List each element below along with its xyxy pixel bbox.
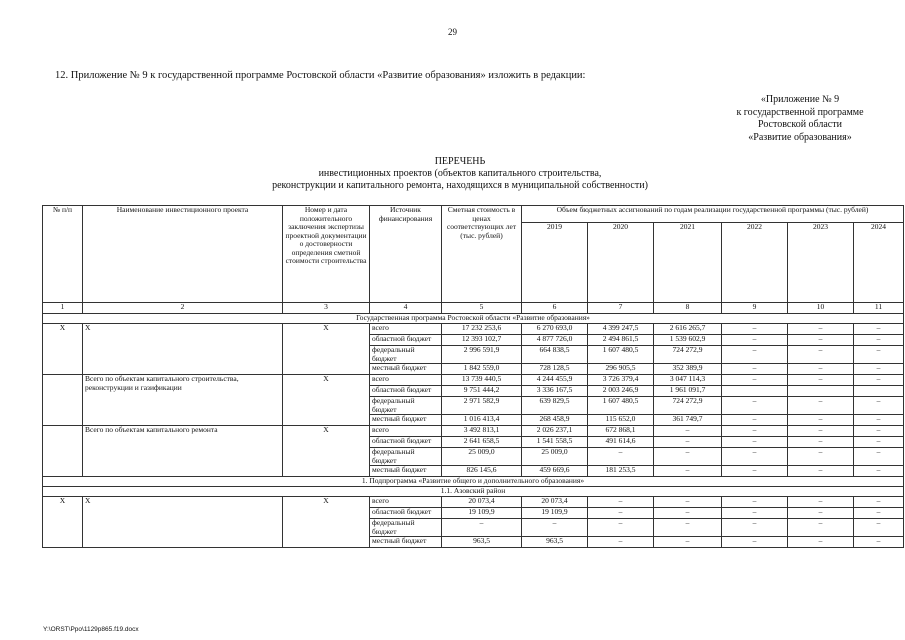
year-value-cell: – [654, 448, 722, 466]
column-numbers-row [43, 303, 904, 314]
year-value-cell: – [788, 537, 854, 548]
cost-cell: 1 842 559,0 [442, 364, 522, 375]
year-value-cell: – [722, 537, 788, 548]
document-heading [180, 156, 740, 192]
year-value-cell [788, 386, 854, 397]
year-value-cell: – [588, 497, 654, 508]
year-value-cell: – [722, 324, 788, 335]
year-value-cell: 2 003 246,9 [588, 386, 654, 397]
year-value-cell: 728 128,5 [522, 364, 588, 375]
year-value-cell: – [722, 364, 788, 375]
header-year: 2019 [522, 223, 588, 303]
year-value-cell: – [588, 519, 654, 537]
funding-source: всего [370, 426, 442, 437]
row-name: Х [83, 497, 283, 548]
year-value-cell: 1 607 480,5 [588, 397, 654, 415]
year-value-cell: – [854, 375, 904, 386]
funding-source: федеральный бюджет [370, 397, 442, 415]
year-value-cell: – [788, 437, 854, 448]
year-value-cell: 2 494 861,5 [588, 335, 654, 346]
appendix-line: к государственной программе [736, 106, 864, 118]
header-volume: Объем бюджетных ассигнований по годам реализации государственной программы (тыс. рублей) [522, 206, 904, 223]
year-value-cell: 115 652,0 [588, 415, 654, 426]
year-value-cell: – [722, 497, 788, 508]
funding-source: областной бюджет [370, 437, 442, 448]
year-value-cell: – [788, 375, 854, 386]
year-value-cell: – [654, 437, 722, 448]
year-value-cell: – [854, 397, 904, 415]
year-value-cell: 25 009,0 [522, 448, 588, 466]
row-expertise: Х [283, 375, 370, 426]
cost-cell: – [442, 519, 522, 537]
program-title-row: Государственная программа Ростовской области «Развитие образования» [43, 314, 904, 324]
year-value-cell: – [854, 335, 904, 346]
cost-cell: 17 232 253,6 [442, 324, 522, 335]
row-name: Всего по объектам капитального строительства, реконструкции и газификации [83, 375, 283, 426]
year-value-cell: 3 047 114,3 [654, 375, 722, 386]
header-cost: Сметная стоимость в ценах соответствующих лет (тыс. рублей) [442, 206, 522, 303]
col-number: 5 [442, 303, 522, 314]
cost-cell: 12 393 102,7 [442, 335, 522, 346]
cost-cell: 19 109,9 [442, 508, 522, 519]
table-row [43, 426, 904, 437]
cost-cell: 2 971 582,9 [442, 397, 522, 415]
year-value-cell: 639 829,5 [522, 397, 588, 415]
row-name: Х [83, 324, 283, 375]
investment-projects-table [42, 205, 904, 548]
col-number: 2 [83, 303, 283, 314]
funding-source: местный бюджет [370, 364, 442, 375]
year-value-cell: – [788, 497, 854, 508]
year-value-cell: – [854, 508, 904, 519]
year-value-cell: – [654, 537, 722, 548]
year-value-cell: – [722, 346, 788, 364]
intro-paragraph: 12. Приложение № 9 к государственной программе Ростовской области «Развитие образования» изложить в редакции: [55, 70, 586, 81]
funding-source: местный бюджет [370, 537, 442, 548]
year-value-cell: – [788, 335, 854, 346]
year-value-cell: – [722, 397, 788, 415]
subprogram-title-row [43, 477, 904, 487]
file-path-footer: Y:\ORST\Ppo\1129p865.f19.docx [43, 626, 139, 633]
year-value-cell: 459 669,6 [522, 466, 588, 477]
year-value-cell: – [722, 466, 788, 477]
cost-cell: 963,5 [442, 537, 522, 548]
year-value-cell: – [722, 335, 788, 346]
year-value-cell: 181 253,5 [588, 466, 654, 477]
row-expertise: Х [283, 426, 370, 477]
header-year: 2021 [654, 223, 722, 303]
year-value-cell: – [788, 415, 854, 426]
year-value-cell: 361 749,7 [654, 415, 722, 426]
funding-source: областной бюджет [370, 335, 442, 346]
header-year: 2022 [722, 223, 788, 303]
appendix-reference [690, 94, 905, 144]
col-number: 11 [854, 303, 904, 314]
row-expertise: Х [283, 497, 370, 548]
row-num [43, 426, 83, 477]
subprogram-title: 1. Подпрограмма «Развитие общего и дополнительного образования» [43, 477, 904, 487]
table-row [43, 375, 904, 386]
year-value-cell: 2 616 265,7 [654, 324, 722, 335]
funding-source: всего [370, 324, 442, 335]
col-number: 6 [522, 303, 588, 314]
district-title-row [43, 487, 904, 497]
year-value-cell: 4 244 455,9 [522, 375, 588, 386]
year-value-cell: – [854, 537, 904, 548]
year-value-cell [722, 386, 788, 397]
year-value-cell: – [788, 448, 854, 466]
year-value-cell: – [788, 508, 854, 519]
year-value-cell: 3 336 167,5 [522, 386, 588, 397]
appendix-line: Ростовской области [758, 119, 842, 130]
year-value-cell: – [722, 448, 788, 466]
year-value-cell: 1 541 558,5 [522, 437, 588, 448]
cost-cell: 25 009,0 [442, 448, 522, 466]
heading-line: реконструкции и капитального ремонта, находящихся в муниципальной собственности) [272, 180, 648, 191]
funding-source: всего [370, 497, 442, 508]
year-value-cell: – [788, 426, 854, 437]
col-number: 7 [588, 303, 654, 314]
year-value-cell: – [654, 426, 722, 437]
year-value-cell: – [588, 448, 654, 466]
col-number: 3 [283, 303, 370, 314]
heading-line: инвестиционных проектов (объектов капитального строительства, [318, 168, 602, 179]
cost-cell: 2 996 591,9 [442, 346, 522, 364]
year-value-cell: – [788, 519, 854, 537]
year-value-cell: 491 614,6 [588, 437, 654, 448]
appendix-line: «Развитие образования» [748, 131, 852, 143]
year-value-cell: – [654, 497, 722, 508]
year-value-cell: 1 961 091,7 [654, 386, 722, 397]
year-value-cell: – [788, 364, 854, 375]
year-value-cell: 6 270 693,0 [522, 324, 588, 335]
header-expertise: Номер и дата положительного заключения экспертизы проектной документации о достоверности определения сметной стоимости строительства [283, 206, 370, 303]
funding-source: местный бюджет [370, 415, 442, 426]
col-number: 10 [788, 303, 854, 314]
year-value-cell: 672 868,1 [588, 426, 654, 437]
cost-cell: 13 739 440,5 [442, 375, 522, 386]
year-value-cell: – [722, 426, 788, 437]
funding-source: областной бюджет [370, 386, 442, 397]
year-value-cell: – [722, 508, 788, 519]
table-row [43, 497, 904, 508]
col-number: 8 [654, 303, 722, 314]
page-number: 29 [448, 27, 457, 37]
year-value-cell: 296 905,5 [588, 364, 654, 375]
district-title: 1.1. Азовский район [43, 487, 904, 497]
year-value-cell: – [722, 437, 788, 448]
funding-source: областной бюджет [370, 508, 442, 519]
table-row [43, 324, 904, 335]
header-num: № п/п [43, 206, 83, 303]
year-value-cell: – [722, 375, 788, 386]
funding-source: федеральный бюджет [370, 346, 442, 364]
year-value-cell: 352 389,9 [654, 364, 722, 375]
year-value-cell: – [788, 466, 854, 477]
year-value-cell: – [654, 508, 722, 519]
row-name: Всего по объектам капитального ремонта [83, 426, 283, 477]
year-value-cell: 724 272,9 [654, 346, 722, 364]
row-num: Х [43, 324, 83, 375]
year-value-cell: 963,5 [522, 537, 588, 548]
year-value-cell: – [522, 519, 588, 537]
funding-source: местный бюджет [370, 466, 442, 477]
year-value-cell: 1 607 480,5 [588, 346, 654, 364]
appendix-line: «Приложение № 9 [760, 94, 840, 105]
cost-cell: 826 145,6 [442, 466, 522, 477]
header-name: Наименование инвестиционного проекта [83, 206, 283, 303]
cost-cell: 1 016 413,4 [442, 415, 522, 426]
row-num: Х [43, 497, 83, 548]
year-value-cell: – [854, 415, 904, 426]
year-value-cell: 724 272,9 [654, 397, 722, 415]
header-source: Источник финансирования [370, 206, 442, 303]
year-value-cell: – [588, 508, 654, 519]
row-expertise: Х [283, 324, 370, 375]
row-num [43, 375, 83, 426]
year-value-cell: – [854, 448, 904, 466]
year-value-cell: – [854, 346, 904, 364]
year-value-cell: 664 838,5 [522, 346, 588, 364]
year-value-cell: – [854, 466, 904, 477]
year-value-cell: – [788, 324, 854, 335]
col-number: 9 [722, 303, 788, 314]
heading-title: ПЕРЕЧЕНЬ [434, 156, 486, 167]
year-value-cell: – [854, 497, 904, 508]
year-value-cell: 2 026 237,1 [522, 426, 588, 437]
year-value-cell: – [722, 519, 788, 537]
cost-cell: 9 751 444,2 [442, 386, 522, 397]
col-number: 1 [43, 303, 83, 314]
year-value-cell: – [654, 519, 722, 537]
year-value-cell: – [654, 466, 722, 477]
year-value-cell: – [588, 537, 654, 548]
cost-cell: 3 492 813,1 [442, 426, 522, 437]
funding-source: федеральный бюджет [370, 519, 442, 537]
year-value-cell: 268 458,9 [522, 415, 588, 426]
funding-source: всего [370, 375, 442, 386]
year-value-cell: – [854, 426, 904, 437]
year-value-cell: – [788, 346, 854, 364]
year-value-cell: – [854, 364, 904, 375]
cost-cell: 20 073,4 [442, 497, 522, 508]
year-value-cell: 20 073,4 [522, 497, 588, 508]
cost-cell: 2 641 658,5 [442, 437, 522, 448]
year-value-cell [854, 386, 904, 397]
year-value-cell: – [788, 397, 854, 415]
year-value-cell: 4 399 247,5 [588, 324, 654, 335]
col-number: 4 [370, 303, 442, 314]
funding-source: федеральный бюджет [370, 448, 442, 466]
year-value-cell: – [854, 437, 904, 448]
year-value-cell: 19 109,9 [522, 508, 588, 519]
year-value-cell: 1 539 602,9 [654, 335, 722, 346]
year-value-cell: – [854, 324, 904, 335]
year-value-cell: – [854, 519, 904, 537]
header-year: 2023 [788, 223, 854, 303]
year-value-cell: 4 877 726,0 [522, 335, 588, 346]
header-year: 2024 [854, 223, 904, 303]
year-value-cell: – [722, 415, 788, 426]
year-value-cell: 3 726 379,4 [588, 375, 654, 386]
header-year: 2020 [588, 223, 654, 303]
